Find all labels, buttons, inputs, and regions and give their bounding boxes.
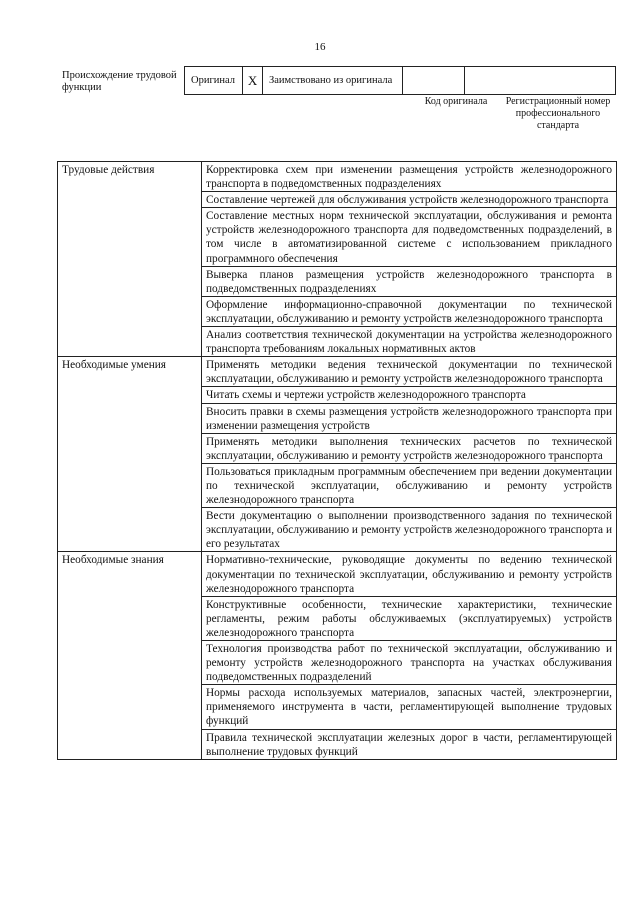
section-item: Применять методики выполнения технических расчетов по технической эксплуатации, обслуживанию и ремонту устройств железнодорожного транспорта [202,433,617,463]
code-caption: Код оригинала [424,96,488,107]
origin-mark: X [243,67,263,94]
section-item: Вести документацию о выполнении производственного задания по технической эксплуатации, обслуживанию и ремонту устройств железнодорожного транспорта и его результатах [202,508,617,552]
origin-reg-cell [465,67,615,94]
table-row [58,357,617,387]
section-item: Технология производства работ по технической эксплуатации, обслуживанию и ремонту устройств железнодорожного транспорта на участках обслуживания подведомственных подразделений [202,641,617,685]
origin-label: Происхождение трудовой функции [62,70,177,93]
page-number: 16 [314,41,326,53]
section-item: Нормативно-технические, руководящие документы по ведению технической документации по технической эксплуатации, обслуживанию и ремонту устройств железнодорожного транспорта [202,552,617,596]
section-title: Необходимые знания [58,552,202,759]
section-item: Пользоваться прикладным программным обеспечением при ведении документации по технической эксплуатации, обслуживанию и ремонту устройств железнодорожного транспорта [202,463,617,507]
table-row [58,162,617,192]
functions-table [57,161,617,760]
origin-table [184,66,616,95]
origin-borrowed: Заимствовано из оригинала [263,67,403,94]
section-item: Составление местных норм технической эксплуатации, обслуживания и ремонта устройств железнодорожного транспорта для подведомственных подразделений, в том числе в автоматизированной системе с использованием прикладного программного обеспечения [202,208,617,266]
section-item: Выверка планов размещения устройств железнодорожного транспорта в подведомственных подразделениях [202,266,617,296]
origin-original: Оригинал [185,67,243,94]
section-item: Применять методики ведения технической документации по технической эксплуатации, обслуживанию и ремонту устройств железнодорожного транспорта [202,357,617,387]
section-item: Вносить правки в схемы размещения устройств железнодорожного транспорта при изменении размещения устройств [202,403,617,433]
section-item: Конструктивные особенности, технические характеристики, технические регламенты, режим работы обслуживаемых (эксплуатируемых) устройств железнодорожного транспорта [202,596,617,640]
reg-caption: Регистрационный номер профессионального стандарта [505,96,611,131]
origin-code-cell [403,67,465,94]
section-item: Корректировка схем при изменении размещения устройств железнодорожного транспорта в подведомственных подразделениях [202,162,617,192]
section-item: Оформление информационно-справочной документации по технической эксплуатации, обслуживанию и ремонту устройств железнодорожного транспорта [202,296,617,326]
section-item: Составление чертежей для обслуживания устройств железнодорожного транспорта [202,192,617,208]
section-title: Трудовые действия [58,162,202,357]
section-item: Анализ соответствия технической документации на устройства железнодорожного транспорта требованиям локальных нормативных актов [202,327,617,357]
section-item: Нормы расхода используемых материалов, запасных частей, электроэнергии, применяемого инструмента в части, регламентирующей выполнение трудовых функций [202,685,617,729]
section-title: Необходимые умения [58,357,202,552]
table-row [58,552,617,596]
section-item: Читать схемы и чертежи устройств железнодорожного транспорта [202,387,617,403]
section-item: Правила технической эксплуатации железных дорог в части, регламентирующей выполнение трудовых функций [202,729,617,759]
